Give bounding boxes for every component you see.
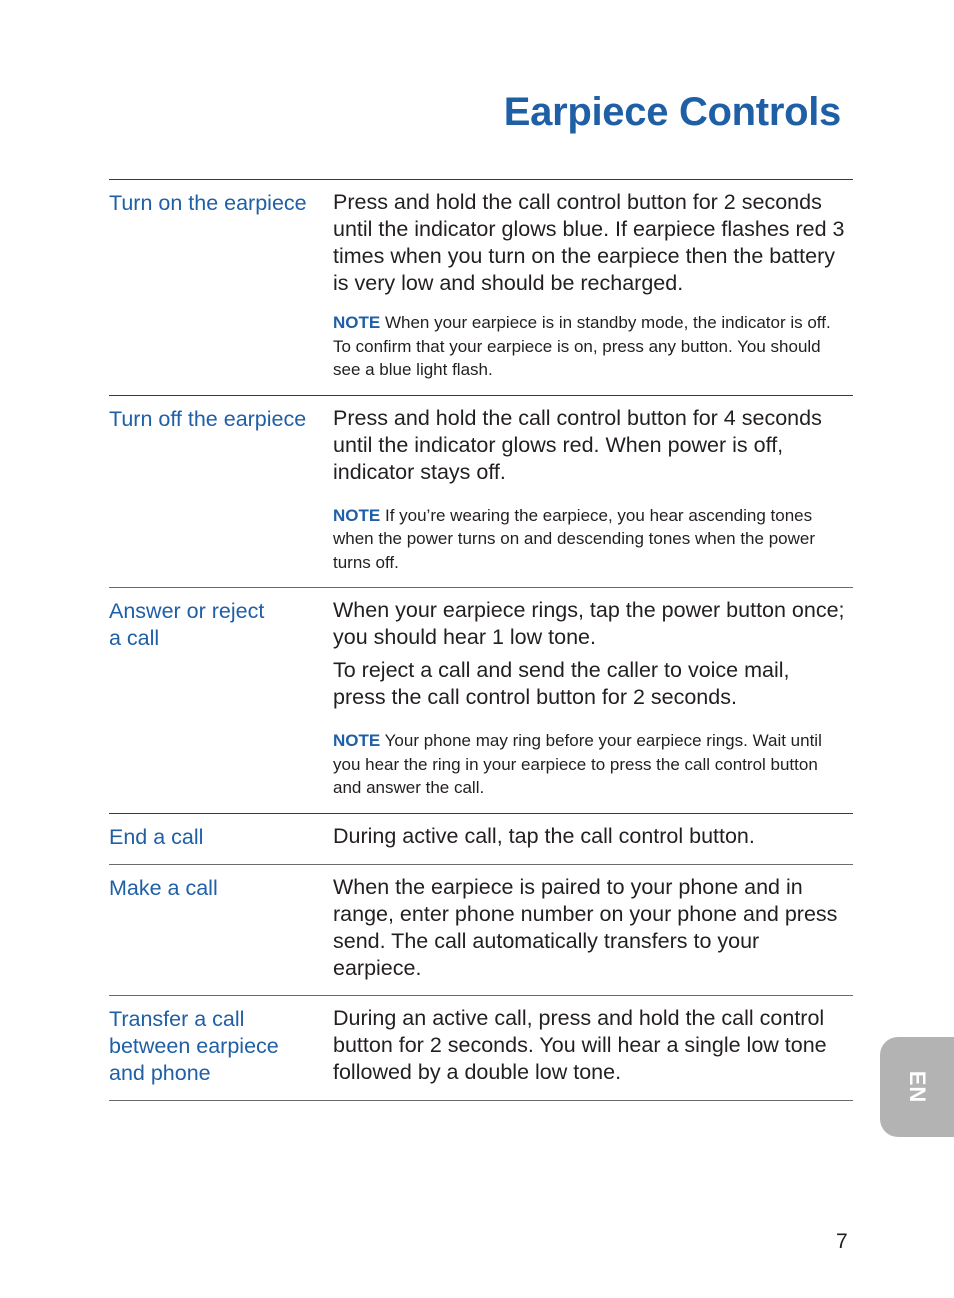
description-paragraph: To reject a call and send the caller to voice mail, press the call control button for 2 seconds.	[333, 658, 790, 709]
note-text: When your earpiece is in standby mode, the indicator is off. To confirm that your earpiece is on, press any button. You should see a blue light flash.	[333, 313, 831, 379]
row-description	[333, 597, 853, 800]
row-label-line: Transfer a call	[109, 1006, 245, 1031]
row-label	[109, 1005, 333, 1087]
row-label-line: Make a call	[109, 875, 218, 900]
table-row-turn-on	[109, 180, 853, 396]
page-number: 7	[836, 1230, 848, 1253]
table-row-turn-off	[109, 396, 853, 589]
language-tab	[880, 1037, 954, 1137]
description-paragraph: Press and hold the call control button for 4 seconds until the indicator glows red. When power is off, indicator stays off.	[333, 405, 822, 484]
row-description	[333, 874, 853, 982]
description-paragraph: During active call, tap the call control button.	[333, 823, 755, 848]
row-description	[333, 823, 853, 851]
row-label	[109, 405, 333, 575]
row-label	[109, 597, 333, 800]
row-label	[109, 823, 333, 851]
controls-table	[109, 179, 853, 1101]
page-title: Earpiece Controls	[503, 90, 841, 134]
table-row-make-call	[109, 865, 853, 996]
row-description	[333, 405, 853, 575]
note	[333, 311, 845, 382]
table-row-transfer-call	[109, 996, 853, 1101]
row-label-line: End a call	[109, 824, 204, 849]
description-paragraph: When your earpiece rings, tap the power button once; you should hear 1 low tone.	[333, 598, 845, 649]
language-tab-label: EN	[905, 1070, 930, 1104]
description-paragraph: During an active call, press and hold the call control button for 2 seconds. You will hear a single low tone followed by a double low tone.	[333, 1005, 827, 1084]
note-text: If you’re wearing the earpiece, you hear ascending tones when the power turns on and descending tones when the power turns off.	[333, 505, 815, 572]
row-label	[109, 189, 333, 382]
row-label	[109, 874, 333, 982]
row-label-line: Turn on the earpiece	[109, 191, 307, 215]
note	[333, 729, 845, 800]
row-label-line: and phone	[109, 1060, 211, 1085]
description-paragraph: Press and hold the call control button for 2 seconds until the indicator glows blue. If earpiece flashes red 3 times when you turn on the earpiece then the battery is very low and should be recharged.	[333, 190, 845, 295]
note-label: NOTE	[333, 731, 381, 750]
row-label-line: a call	[109, 626, 160, 650]
description-paragraph: When the earpiece is paired to your phone and in range, enter phone number on your phone and press send. The call automatically transfers to your earpiece.	[333, 874, 838, 980]
note	[333, 504, 845, 575]
note-text: Your phone may ring before your earpiece rings. Wait until you hear the ring in your earpiece to press the call control button and answer the call.	[333, 731, 822, 797]
note-label: NOTE	[333, 505, 381, 525]
row-description	[333, 1005, 853, 1087]
row-label-line: between earpiece	[109, 1033, 279, 1058]
table-row-end-call	[109, 814, 853, 865]
row-label-line: Answer or reject	[109, 599, 265, 623]
row-description	[333, 189, 853, 382]
row-label-line: Turn off the earpiece	[109, 406, 307, 431]
table-row-answer-reject	[109, 588, 853, 814]
note-label: NOTE	[333, 313, 381, 332]
